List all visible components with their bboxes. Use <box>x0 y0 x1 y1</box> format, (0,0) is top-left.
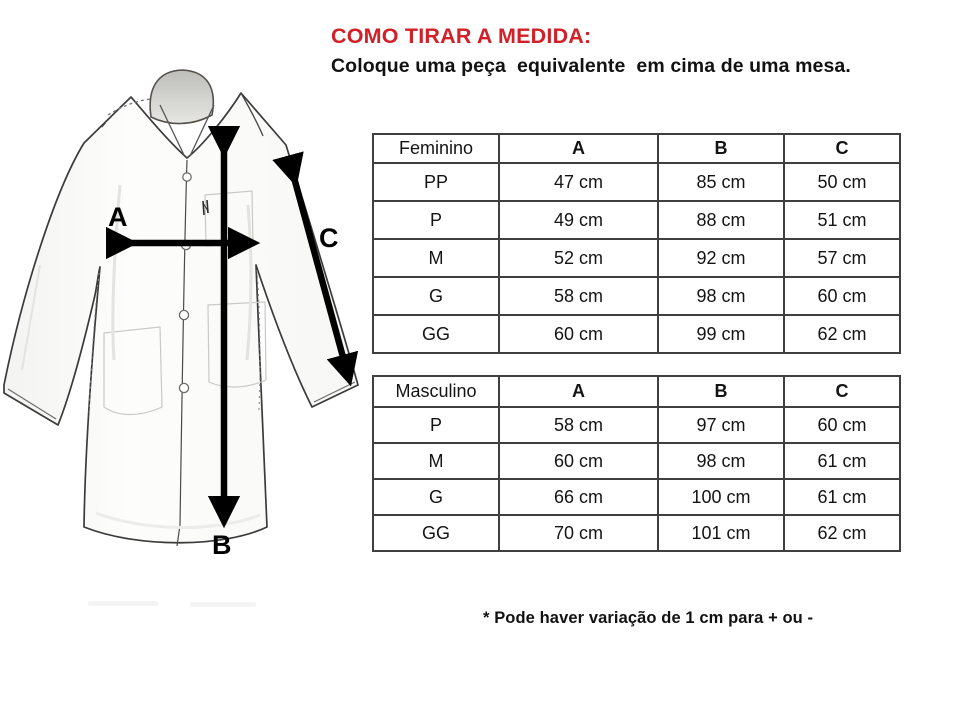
measure-cell: 85 cm <box>658 163 784 201</box>
lab-coat-illustration <box>0 55 380 625</box>
measure-cell: 60 cm <box>784 277 900 315</box>
measure-cell: 60 cm <box>499 315 658 353</box>
column-header-a: A <box>499 134 658 163</box>
masculino-header-cell: Masculino <box>373 376 499 407</box>
size-cell: M <box>373 239 499 277</box>
measure-cell: 88 cm <box>658 201 784 239</box>
column-header-c: C <box>784 134 900 163</box>
table-row <box>373 201 900 239</box>
size-cell: GG <box>373 515 499 551</box>
table-header-row <box>373 134 900 163</box>
table-row <box>373 315 900 353</box>
measure-cell: 60 cm <box>784 407 900 443</box>
dimension-label-a: A <box>108 202 128 232</box>
feminino-header-cell: Feminino <box>373 134 499 163</box>
column-header-a: A <box>499 376 658 407</box>
size-cell: M <box>373 443 499 479</box>
masculino-size-table <box>372 375 901 552</box>
measure-cell: 101 cm <box>658 515 784 551</box>
measure-cell: 60 cm <box>499 443 658 479</box>
measure-cell: 97 cm <box>658 407 784 443</box>
size-diagram <box>0 55 380 625</box>
column-header-c: C <box>784 376 900 407</box>
table-row <box>373 239 900 277</box>
table-row <box>373 443 900 479</box>
faint-smudge <box>190 602 256 607</box>
size-cell: P <box>373 201 499 239</box>
measure-cell: 92 cm <box>658 239 784 277</box>
column-header-b: B <box>658 134 784 163</box>
measure-cell: 61 cm <box>784 479 900 515</box>
size-cell: GG <box>373 315 499 353</box>
feminino-size-table <box>372 133 901 354</box>
measure-cell: 100 cm <box>658 479 784 515</box>
size-cell: P <box>373 407 499 443</box>
measure-cell: 98 cm <box>658 443 784 479</box>
measure-cell: 58 cm <box>499 407 658 443</box>
measure-cell: 99 cm <box>658 315 784 353</box>
measure-cell: 47 cm <box>499 163 658 201</box>
table-row <box>373 479 900 515</box>
measure-cell: 62 cm <box>784 515 900 551</box>
measure-cell: 57 cm <box>784 239 900 277</box>
dimension-label-b: B <box>212 530 232 560</box>
variation-footnote: * Pode haver variação de 1 cm para + ou - <box>483 609 814 627</box>
measure-cell: 61 cm <box>784 443 900 479</box>
size-cell: G <box>373 479 499 515</box>
table-header-row <box>373 376 900 407</box>
table-row <box>373 407 900 443</box>
dimension-label-c: C <box>319 223 339 253</box>
size-cell: G <box>373 277 499 315</box>
measurement-instructions <box>331 24 851 78</box>
measure-cell: 98 cm <box>658 277 784 315</box>
measure-cell: 70 cm <box>499 515 658 551</box>
instructions-subtitle: Coloque uma peça equivalente em cima de uma mesa. <box>331 55 851 77</box>
instructions-title: COMO TIRAR A MEDIDA: <box>331 24 592 48</box>
size-cell: PP <box>373 163 499 201</box>
measure-cell: 50 cm <box>784 163 900 201</box>
table-row <box>373 515 900 551</box>
table-row <box>373 163 900 201</box>
measure-cell: 58 cm <box>499 277 658 315</box>
measure-cell: 51 cm <box>784 201 900 239</box>
measure-cell: 49 cm <box>499 201 658 239</box>
measure-cell: 52 cm <box>499 239 658 277</box>
mannequin-neck <box>150 70 213 124</box>
measure-cell: 66 cm <box>499 479 658 515</box>
column-header-b: B <box>658 376 784 407</box>
faint-smudge <box>88 601 158 606</box>
table-row <box>373 277 900 315</box>
measure-cell: 62 cm <box>784 315 900 353</box>
